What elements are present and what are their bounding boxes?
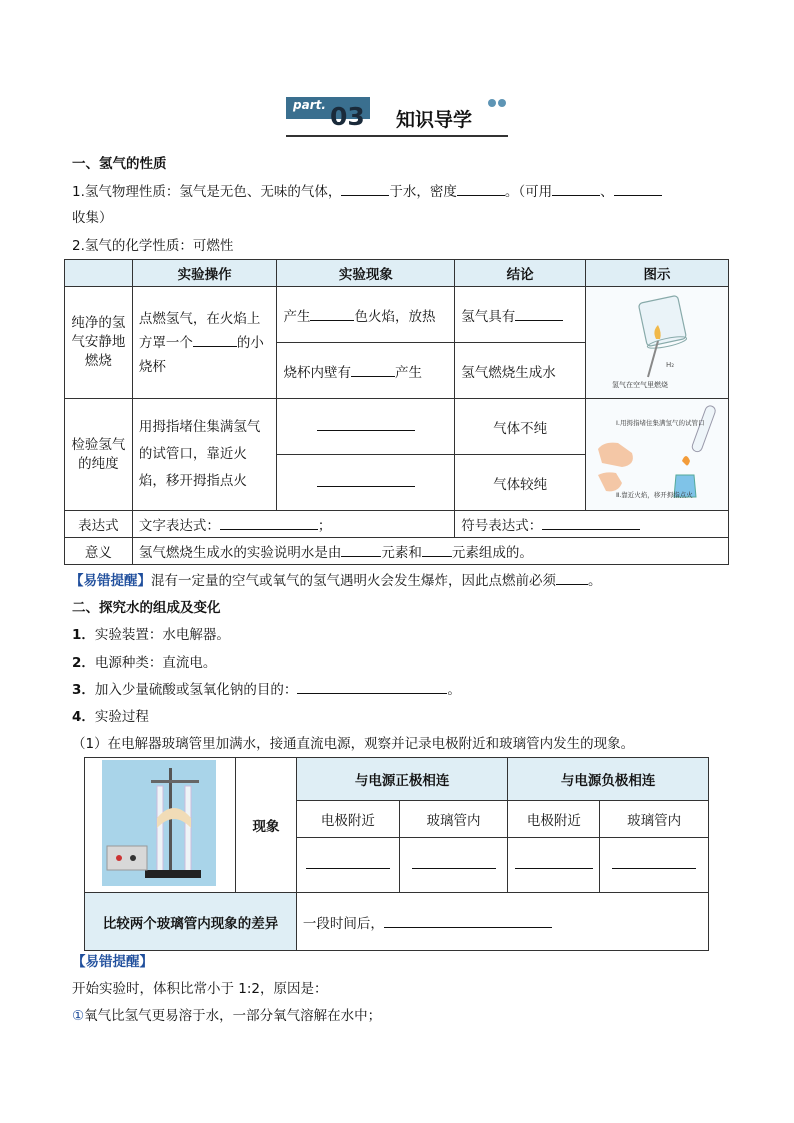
blank[interactable]: [317, 418, 415, 431]
tip2-line1: 开始实验时，体积比常小于 1:2，原因是：: [72, 981, 328, 997]
h2-label: H₂: [665, 360, 675, 369]
electrolyzer-icon: [85, 758, 235, 888]
header-figure: 图示: [585, 260, 728, 287]
row2-phenomenon2: [277, 455, 455, 511]
blank[interactable]: [351, 364, 395, 377]
positive-tube: 玻璃管内: [399, 800, 508, 837]
item3: 3．加入少量硫酸或氢氧化钠的目的： 。: [72, 682, 461, 698]
blank[interactable]: [297, 681, 447, 694]
positive-electrode: 电极附近: [296, 800, 399, 837]
row1-phenomenon2: 烧杯内壁有 产生: [277, 343, 455, 399]
blank[interactable]: [384, 915, 552, 928]
blank[interactable]: [220, 517, 318, 530]
row2-phenomenon1: [277, 399, 455, 455]
row1-operation: 点燃氢气，在火焰上方罩一个 的小烧杯: [132, 287, 277, 399]
row2-operation: 用拇指堵住集满氢气的试管口，靠近火焰，移开拇指点火: [132, 399, 277, 511]
step2-caption: Ⅱ.靠近火焰，移开拇指点火: [615, 490, 693, 499]
negative-electrode: 电极附近: [508, 800, 600, 837]
physical-properties-cont: 收集）: [72, 210, 113, 226]
tip2-line2: ①氧气比氢气更易溶于水，一部分氧气溶解在水中；: [72, 1008, 382, 1024]
blank[interactable]: [515, 856, 593, 869]
row1-label: 纯净的氢气安静地燃烧: [65, 287, 133, 399]
row1-conclusion2: 氢气燃烧生成水: [455, 343, 586, 399]
header-operation: 实验操作: [132, 260, 277, 287]
page-title: 知识导学: [396, 109, 473, 131]
answer-cell: [600, 837, 709, 892]
positive-header: 与电源正极相连: [296, 758, 507, 801]
electrolysis-table: [84, 757, 709, 951]
word-expression: 文字表达式： ；: [132, 511, 454, 538]
step1-caption: Ⅰ.用拇指堵住集满氢气的试管口: [615, 418, 705, 427]
item4: 4．实验过程: [72, 709, 149, 725]
blank[interactable]: [542, 517, 640, 530]
figure-purity-test: [585, 399, 728, 511]
decorative-dots-icon: [488, 95, 508, 111]
hydrogen-burning-icon: [592, 289, 722, 393]
answer-cell: [399, 837, 508, 892]
row2-conclusion2: 气体较纯: [455, 455, 586, 511]
answer-cell: [508, 837, 600, 892]
row1-conclusion1: 氢气具有: [455, 287, 586, 343]
symbol-expression: 符号表达式：: [455, 511, 729, 538]
part-label: part.: [293, 98, 326, 112]
purity-test-icon: [592, 401, 722, 505]
blank[interactable]: [422, 544, 452, 557]
figure-caption: 氢气在空气里燃烧: [611, 380, 668, 389]
item1: 1．实验装置：水电解器。: [72, 627, 230, 643]
blank[interactable]: [556, 572, 588, 585]
sub1: （1）在电解器玻璃管里加满水，接通直流电源，观察并记录电极附近和玻璃管内发生的现象。: [72, 736, 635, 752]
section2-title: 二、探究水的组成及变化: [72, 600, 221, 616]
compare-answer: 一段时间后，: [296, 893, 708, 951]
blank[interactable]: [412, 856, 496, 869]
blank[interactable]: [457, 183, 505, 196]
blank[interactable]: [317, 474, 415, 487]
blank[interactable]: [341, 544, 381, 557]
phenomenon-label: 现象: [236, 758, 297, 893]
negative-tube: 玻璃管内: [600, 800, 709, 837]
negative-header: 与电源负极相连: [508, 758, 709, 801]
section1-title: 一、氢气的性质: [72, 156, 167, 172]
row2-conclusion1: 气体不纯: [455, 399, 586, 455]
blank[interactable]: [193, 334, 237, 347]
figure-hydrogen-burning: [585, 287, 728, 399]
blank[interactable]: [612, 856, 696, 869]
physical-properties: 1.氢气物理性质：氢气是无色、无味的气体， 于水，密度 。（可用 、: [72, 180, 662, 200]
blank[interactable]: [341, 183, 389, 196]
blank[interactable]: [310, 308, 354, 321]
blank[interactable]: [614, 183, 662, 196]
electrolyzer-photo: [85, 758, 236, 893]
part-number: 03: [330, 102, 365, 131]
tip1: 【易错提醒】混有一定量的空气或氧气的氢气遇明火会发生爆炸，因此点燃前必须 。: [70, 573, 602, 589]
title-underline: [286, 135, 508, 137]
tip2-label: 【易错提醒】: [72, 954, 153, 970]
header-phenomenon: 实验现象: [277, 260, 455, 287]
row1-phenomenon1: 产生 色火焰，放热: [277, 287, 455, 343]
blank[interactable]: [515, 308, 563, 321]
meaning-label: 意义: [65, 538, 133, 565]
header-conclusion: 结论: [455, 260, 586, 287]
empty-header: [65, 260, 133, 287]
expr-label: 表达式: [65, 511, 133, 538]
row2-label: 检验氢气的纯度: [65, 399, 133, 511]
item2: 2．电源种类：直流电。: [72, 655, 217, 671]
blank[interactable]: [552, 183, 600, 196]
meaning-text: 氢气燃烧生成水的实验说明水是由 元素和 元素组成的。: [132, 538, 728, 565]
answer-cell: [296, 837, 399, 892]
compare-label: 比较两个玻璃管内现象的差异: [85, 893, 297, 951]
hydrogen-table: [64, 259, 729, 565]
chemical-properties: 2.氢气的化学性质：可燃性: [72, 238, 234, 254]
blank[interactable]: [306, 856, 390, 869]
